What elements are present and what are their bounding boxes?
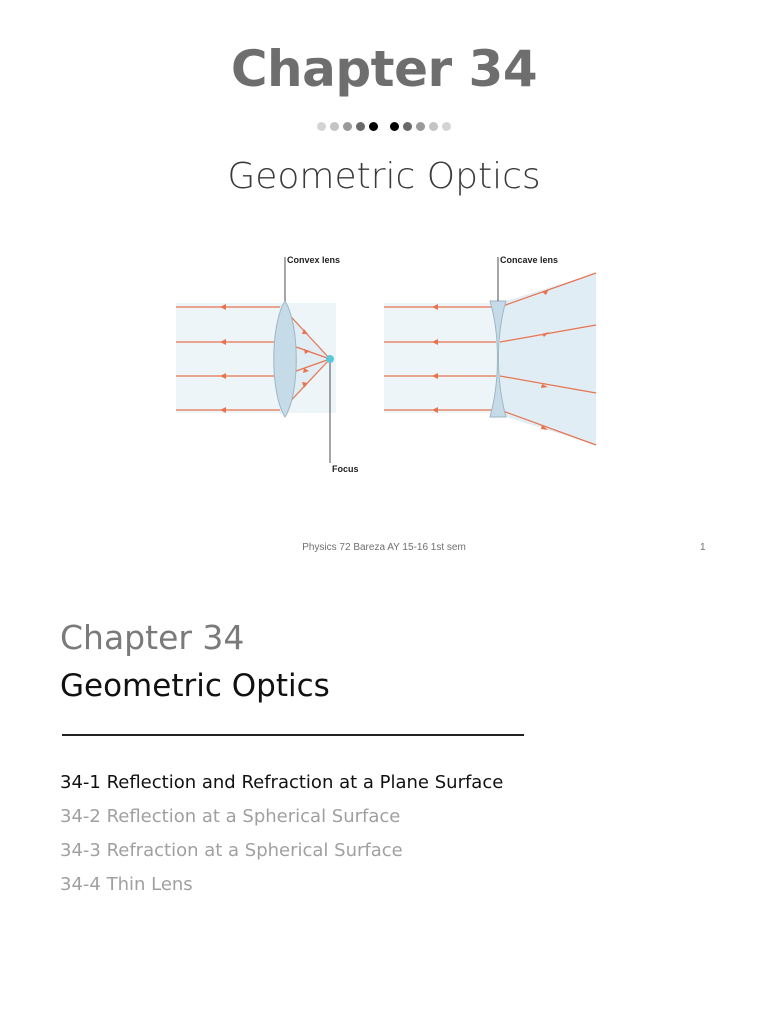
lens-diagram [170,245,600,485]
slide-subtitle: Geometric Optics [227,156,541,197]
divider-dot [403,122,412,131]
focus-point-icon [326,355,334,363]
toc-item[interactable]: 34-4 Thin Lens [60,874,193,895]
table-of-contents [60,766,503,902]
chapter-title: Geometric Optics [60,668,330,704]
divider-dot [369,122,378,131]
toc-item[interactable]: 34-2 Reflection at a Spherical Surface [60,806,401,827]
slide-footer: Physics 72 Bareza AY 15-16 1st sem [302,542,466,553]
divider-dot [356,122,365,131]
divider-dot [343,122,352,131]
divider-dot [317,122,326,131]
divider-dot [429,122,438,131]
concave-lens-panel [384,255,596,445]
convex-lens-panel [176,255,359,474]
slide-2 [0,584,768,1024]
toc-item[interactable]: 34-3 Refraction at a Spherical Surface [60,840,403,861]
divider-dot [442,122,451,131]
chapter-heading: Chapter 34 [60,618,245,657]
divider-dot [330,122,339,131]
divider-dot [390,122,399,131]
toc-item[interactable]: 34-1 Reflection and Refraction at a Plane Surface [60,772,504,793]
slide-title: Chapter 34 [230,40,538,98]
convex-lens-label: Convex lens [287,255,341,265]
concave-lens-label: Concave lens [500,255,559,265]
decorative-dot-divider [0,122,768,131]
divider-dot [416,122,425,131]
page-number: 1 [700,542,706,553]
title-divider [62,734,524,736]
focus-label: Focus [332,464,359,474]
